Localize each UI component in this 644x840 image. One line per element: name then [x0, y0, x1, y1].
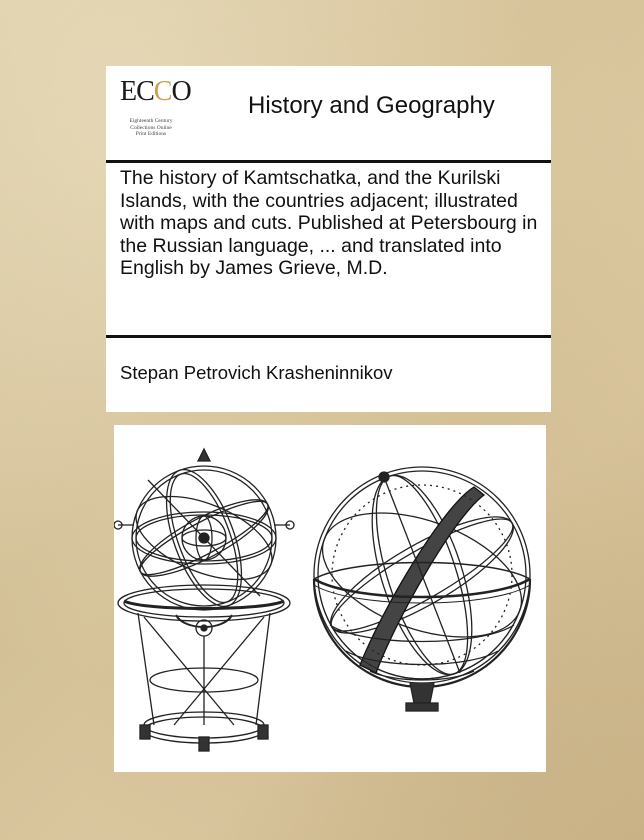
book-title: The history of Kamtschatka, and the Kurilski Islands, with the countries adjacent; illustrated with maps and cuts. Published at Petersbourg in the Russian language, ... and translated into English by James Grieve, M.D. [120, 167, 538, 279]
illustration-svg [114, 425, 546, 772]
ecco-logo [114, 74, 191, 156]
cover-info-panel [106, 66, 551, 412]
ecco-logo-mark: ECCO [120, 76, 191, 107]
bottom-divider [106, 335, 551, 338]
ecco-logo-subtitle [116, 118, 186, 138]
book-author: Stepan Petrovich Krasheninnikov [120, 362, 393, 383]
ecco-logo-subtitle-line: Collections Online [130, 124, 172, 131]
cover-illustration [114, 425, 546, 772]
ecco-logo-subtitle-line: Eighteenth Century [129, 118, 173, 124]
armillary-sphere-on-stand-icon [114, 449, 294, 751]
top-divider [106, 160, 551, 163]
category-heading: History and Geography [248, 92, 495, 119]
ecco-logo-subtitle-line: Print Editions [135, 131, 167, 137]
armillary-sphere-hemisphere-icon [306, 464, 538, 711]
